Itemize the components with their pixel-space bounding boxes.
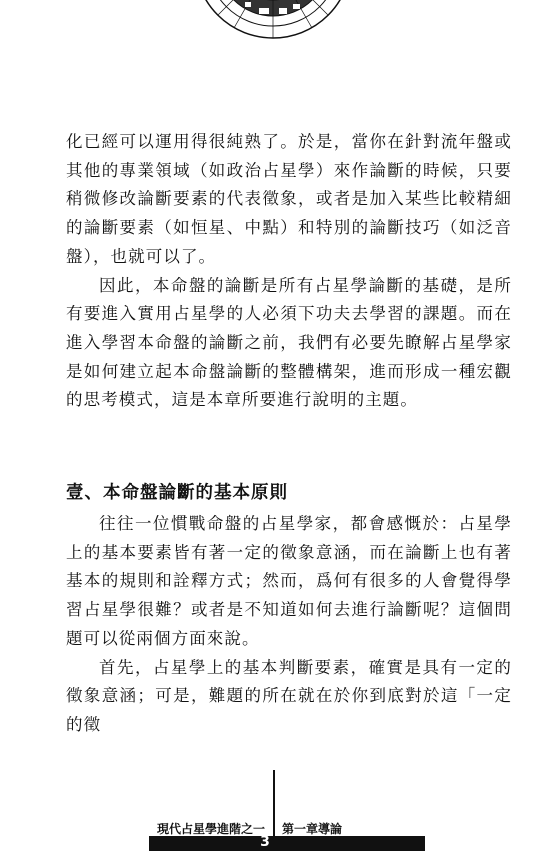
- body-text-bottom: [66, 510, 512, 740]
- paragraph-main: 因此，本命盤的論斷是所有占星學論斷的基礎，是所有要進入實用占星學的人必須下功夫去學習的課題。而在進入學習本命盤的論斷之前，我們有必要先瞭解占星學家是如何建立起本命盤論斷的整體構架，進而形成一種宏觀的思考模式，這是本章所要進行說明的主題。: [66, 275, 512, 410]
- section-heading: 壹、本命盤論斷的基本原則: [66, 483, 288, 503]
- footer-divider: [273, 770, 275, 836]
- paragraph-section-2: 首先，占星學上的基本判斷要素，確實是具有一定的徵象意涵；可是，難題的所在就在於你到底對於這「一定的徵: [66, 657, 512, 734]
- paragraph-continuation: 化已經可以運用得很純熟了。於是，當你在針對流年盤或其他的專業領域（如政治占星學）來作論斷的時候，只要稍微修改論斷要素的代表徵象，或者是加入某些比較精細的論斷要素（如恒星、中點）和特別的論斷技巧（如泛音盤），也就可以了。: [66, 132, 512, 266]
- page-number: 3: [260, 834, 270, 850]
- page-number-bar: [149, 836, 425, 851]
- paragraph-section-1: 往往一位慣戰命盤的占星學家，都會感慨於：占星學上的基本要素皆有著一定的徵象意涵，而在論斷上也有著基本的規則和詮釋方式；然而，爲何有很多的人會覺得學習占星學很難？或者是不知道如何去進行論斷呢？這個問題可以從兩個方面來說。: [66, 514, 512, 648]
- astrology-wheel-icon: [193, 0, 353, 40]
- footer-book-title: 現代占星學進階之一: [156, 822, 265, 836]
- footer-chapter-title: 第一章導論: [282, 822, 343, 836]
- body-text-top: [66, 128, 512, 415]
- page-footer: [0, 770, 552, 851]
